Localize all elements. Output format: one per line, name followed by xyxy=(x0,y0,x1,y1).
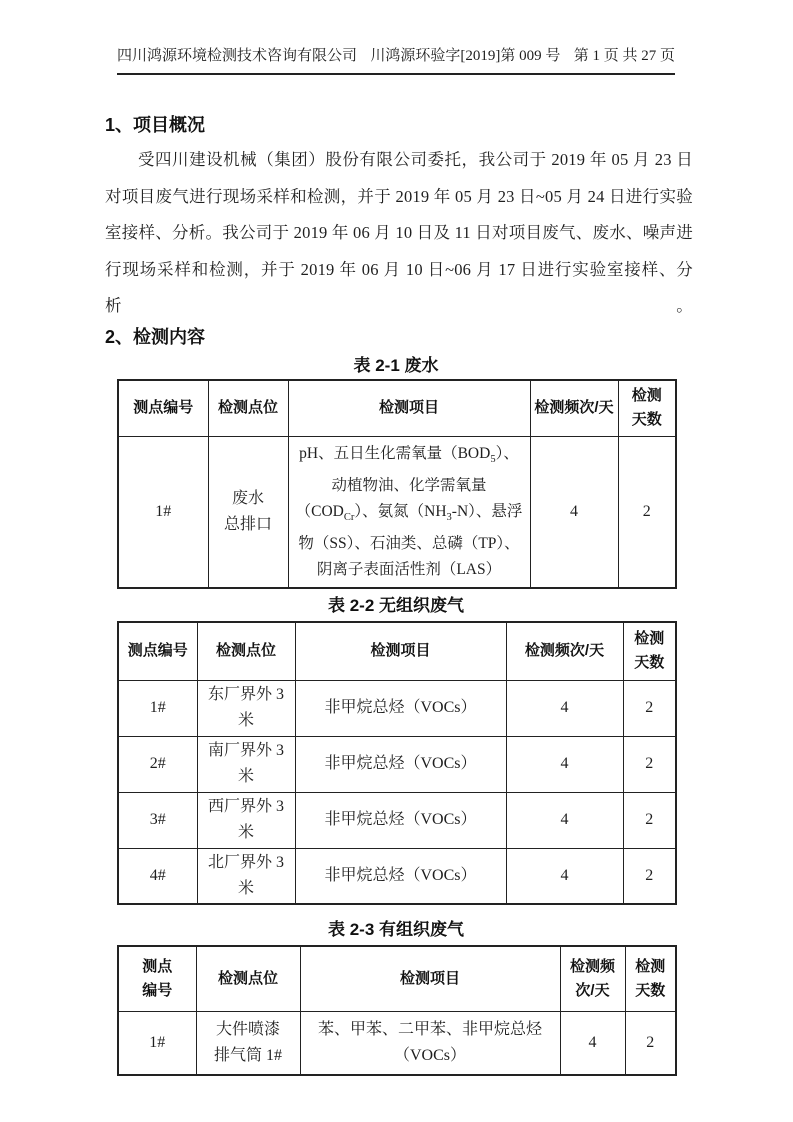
column-header: 检测点位 xyxy=(208,380,288,437)
table-cell: 南厂界外 3 米 xyxy=(197,736,295,792)
table-cell: 废水 总排口 xyxy=(208,437,288,589)
company-name: 四川鸿源环境检测技术咨询有限公司 xyxy=(117,48,358,64)
table-cell: 4 xyxy=(506,848,623,904)
column-header: 测点编号 xyxy=(118,380,208,437)
section-1-heading: 1、项目概况 xyxy=(105,115,206,135)
paragraph-line: 室接样、分析。我公司于 2019 年 06 月 10 日及 11 日对项目废气、废水、噪声进 xyxy=(105,223,693,242)
table-cell: 东厂界外 3 米 xyxy=(197,680,295,736)
paragraph-line: 受四川建设机械（集团）股份有限公司委托，我公司于 2019 年 05 月 23 日 xyxy=(138,150,693,169)
document-content xyxy=(105,0,693,1076)
table-caption-organized-gas: 表 2-3 有组织废气 xyxy=(327,920,465,940)
column-header: 检测频 次/天 xyxy=(560,946,625,1011)
table-header-row xyxy=(118,622,676,680)
table-cell: pH、五日生化需氧量$(BOD_5)$、动植物油、化学需氧量$(COD_{Cr})$、氨氮$(NH_3-N)$、悬浮物（SS）、石油类、总磷（TP）、阴离子表面活性剂（LAS） xyxy=(288,437,530,589)
table-header-row xyxy=(118,380,676,437)
table-cell: 4 xyxy=(530,437,618,589)
table-row xyxy=(118,437,676,589)
column-header: 检测 天数 xyxy=(623,622,676,680)
table-cell: 2 xyxy=(618,437,676,589)
table-caption-fugitive-gas: 表 2-2 无组织废气 xyxy=(327,596,465,616)
wastewater-table xyxy=(117,379,677,590)
table-cell: 苯、甲苯、二甲苯、非甲烷总烃（VOCs） xyxy=(300,1011,560,1075)
doc-number: 川鸿源环验字[2019]第 009 号 xyxy=(370,48,561,64)
table-cell: 2 xyxy=(623,736,676,792)
column-header: 测点 编号 xyxy=(118,946,196,1011)
table-cell: 2 xyxy=(625,1011,676,1075)
table-cell: 非甲烷总烃（VOCs） xyxy=(295,792,506,848)
table-cell: 4 xyxy=(506,736,623,792)
table-caption-wastewater: 表 2-1 废水 xyxy=(353,355,439,375)
table-cell: 1# xyxy=(118,1011,196,1075)
paragraph-line: 行现场采样和检测，并于 2019 年 06 月 10 日~06 月 17 日进行实验室接样、分析。 xyxy=(105,259,693,315)
column-header: 检测 天数 xyxy=(625,946,676,1011)
table-row xyxy=(118,792,676,848)
column-header: 检测项目 xyxy=(295,622,506,680)
table-row xyxy=(118,680,676,736)
table-header-row xyxy=(118,946,676,1011)
table-cell: 2 xyxy=(623,680,676,736)
column-header: 检测项目 xyxy=(300,946,560,1011)
section-2-heading: 2、检测内容 xyxy=(105,326,206,347)
table-cell: 2 xyxy=(623,848,676,904)
column-header: 检测 天数 xyxy=(618,380,676,437)
table-cell: 4# xyxy=(118,848,197,904)
table-cell: 西厂界外 3 米 xyxy=(197,792,295,848)
table-cell: 北厂界外 3 米 xyxy=(197,848,295,904)
organized-gas-table xyxy=(117,945,677,1076)
table-cell: 非甲烷总烃（VOCs） xyxy=(295,848,506,904)
fugitive-gas-table xyxy=(117,621,677,905)
table-row xyxy=(118,848,676,904)
table-cell: 1# xyxy=(118,437,208,589)
column-header: 检测频次/天 xyxy=(530,380,618,437)
table-cell: 4 xyxy=(560,1011,625,1075)
table-cell: 非甲烷总烃（VOCs） xyxy=(295,736,506,792)
column-header: 测点编号 xyxy=(118,622,197,680)
paragraph-line: 对项目废气进行现场采样和检测，并于 2019 年 05 月 23 日~05 月 24 日进行实验 xyxy=(105,186,693,206)
table-row xyxy=(118,1011,676,1075)
table-cell: 4 xyxy=(506,792,623,848)
column-header: 检测点位 xyxy=(196,946,300,1011)
table-cell: 1# xyxy=(118,680,197,736)
table-cell: 大件喷漆 排气筒 1# xyxy=(196,1011,300,1075)
column-header: 检测项目 xyxy=(288,380,530,437)
column-header: 检测点位 xyxy=(197,622,295,680)
table-row xyxy=(118,736,676,792)
table-cell: 2 xyxy=(623,792,676,848)
table-cell: 3# xyxy=(118,792,197,848)
page-header xyxy=(117,46,675,75)
column-header: 检测频次/天 xyxy=(506,622,623,680)
intro-paragraph xyxy=(105,142,693,325)
table-cell: 非甲烷总烃（VOCs） xyxy=(295,680,506,736)
table-cell: 2# xyxy=(118,736,197,792)
page-indicator: 第 1 页 共 27 页 xyxy=(573,48,675,64)
table-cell: 4 xyxy=(506,680,623,736)
